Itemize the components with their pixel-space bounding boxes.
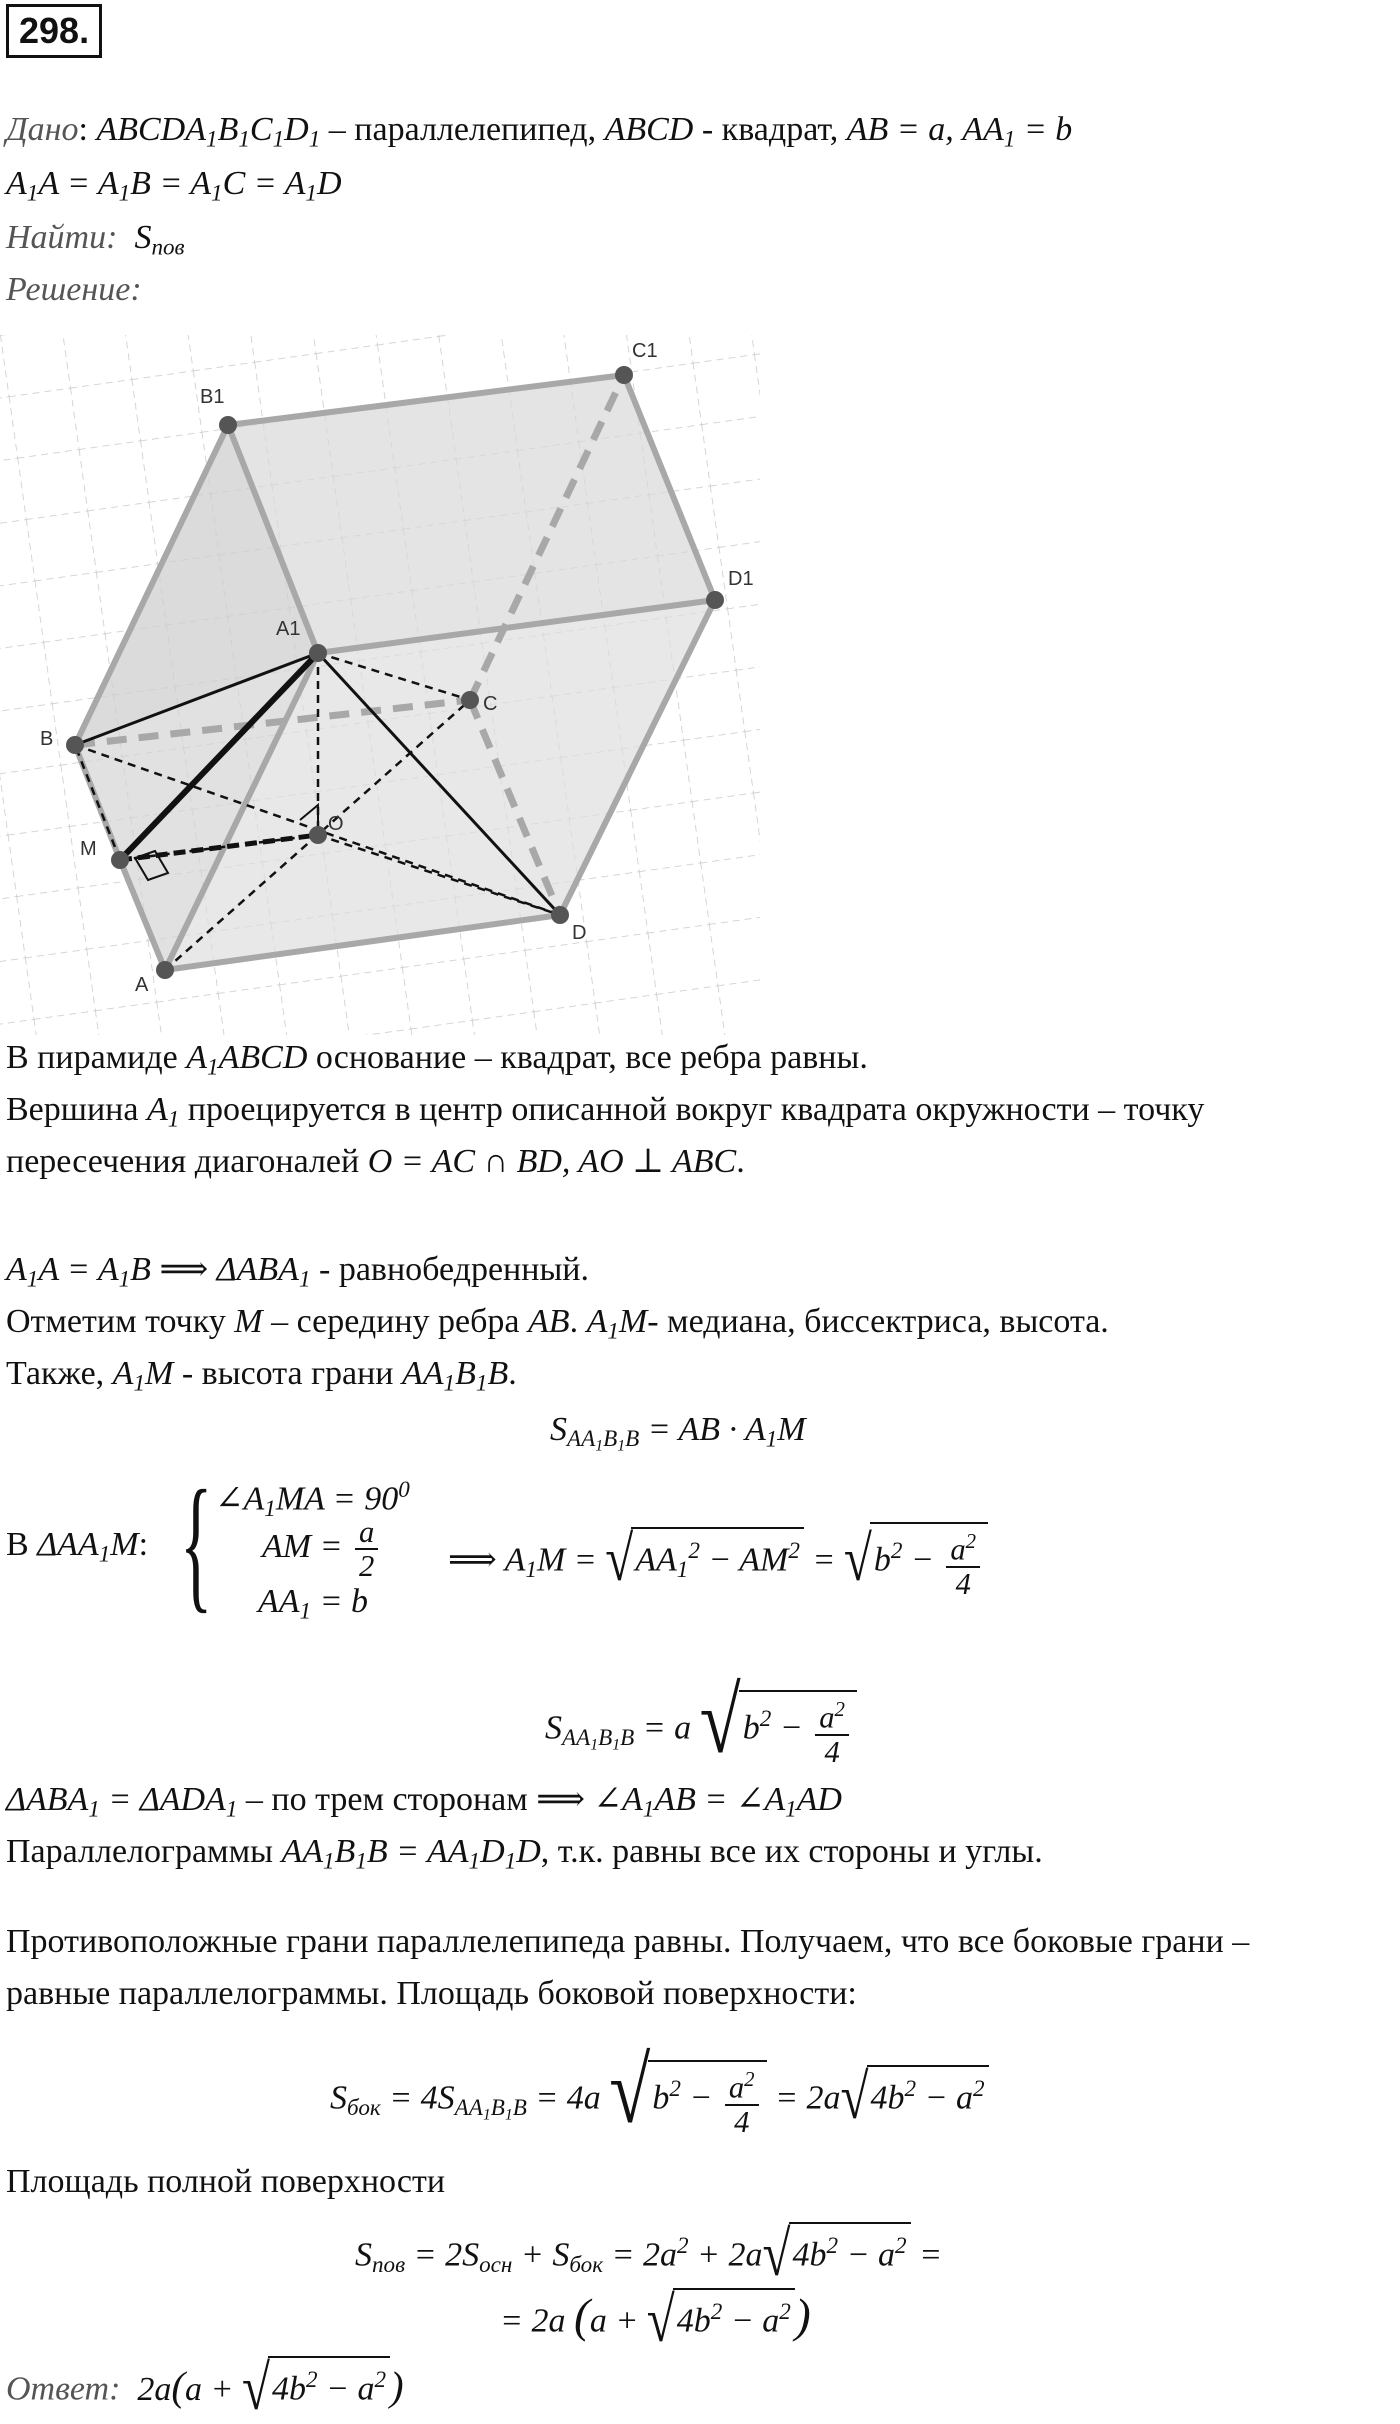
- label-m: M: [80, 838, 97, 860]
- find-label: Найти:: [6, 219, 118, 256]
- line-triangles-equal: $\Delta ABA_1 = \Delta ADA_1$ – по трем сторонам ⟹ $\angle A_1AB$ = $\angle A_1AD$: [6, 1781, 842, 1823]
- equation-area-face-result: $S_{AA_1B_1B} = a$ $√b^2$ − $\frac{a^2}{4}$: [545, 1690, 857, 1768]
- answer-line: [6, 2353, 404, 2424]
- problem-number: 298.: [6, 4, 102, 58]
- find-line: [6, 218, 185, 267]
- given-edges-equal: $A_1A = A_1B = A_1C = A_1D$: [6, 165, 342, 207]
- solution-label: Решение:: [6, 271, 142, 308]
- label-d: D: [572, 922, 587, 944]
- find-target: $S_{пов}$: [125, 219, 185, 261]
- equation-total-area-2: = 2a $(a + √4b^2 - a^2)$: [500, 2285, 811, 2356]
- system-result: ⟹ $A_1M = √AA_1^2 - AM^2 = √b^2$ − $\frac{a^2}{4}$: [448, 1522, 988, 1600]
- given-figure: $ABCDA_1B_1C_1D_1$: [96, 111, 321, 153]
- label-c1: C1: [632, 340, 658, 362]
- line-projection-2: пересечения диагоналей O = AC ∩ BD, AO ⊥ ABC.: [6, 1143, 745, 1180]
- line-pyramid: В пирамиде $A_1ABCD$ основание – квадрат, все ребра равны.: [6, 1039, 868, 1081]
- given-square: - квадрат,: [701, 111, 839, 148]
- line-opposite-faces-2: равные параллелограммы. Площадь боковой поверхности:: [6, 1975, 857, 2012]
- answer-value: $2a(a + √4b^2 - a^2)$: [128, 2353, 404, 2424]
- system-eq-3: $AA_1 = b$: [258, 1583, 369, 1625]
- system-eq-1: $\angle A_1MA = 90^0$: [215, 1477, 410, 1523]
- given-line-1: Дано: $ABCDA_1B_1C_1D_1$ – параллелепипед, ABCD - квадрат, AB = a, $AA_1 = b$: [6, 111, 1073, 153]
- label-b: B: [40, 728, 54, 750]
- label-o: O: [328, 813, 344, 835]
- label-d1: D1: [728, 568, 754, 590]
- answer-label: Ответ:: [6, 2370, 121, 2408]
- given-base: ABCD: [604, 111, 694, 148]
- given-ab: AB = a,: [846, 111, 954, 148]
- given-aa1: $AA_1 = b$: [962, 111, 1073, 153]
- parallelepiped-diagram: [0, 335, 760, 1035]
- equation-lateral-area: $S_{бок} = 4S_{AA_1B_1B} = 4a$ $√b^2$ − $\frac{a^2}{4}$ = $2a√4b^2 - a^2$: [330, 2060, 989, 2138]
- label-a1: A1: [276, 618, 301, 640]
- system-label: В $\Delta AA_1M$:: [6, 1526, 149, 1568]
- line-parallelograms: Параллелограммы $AA_1B_1B = AA_1D_1D$, т.к. равны все их стороны и углы.: [6, 1833, 1043, 1875]
- line-midpoint: Отметим точку M – середину ребра AB. $A_1M-$ медиана, биссектриса, высота.: [6, 1303, 1109, 1345]
- label-b1: B1: [200, 386, 225, 408]
- line-opposite-faces-1: Противоположные грани параллелепипеда равны. Получаем, что все боковые грани –: [6, 1923, 1250, 1960]
- system-brace: {: [180, 1460, 213, 1626]
- label-a: A: [135, 974, 149, 996]
- label-c: C: [483, 693, 498, 715]
- given-parallelepiped: – параллелепипед,: [328, 111, 597, 148]
- line-total-area: Площадь полной поверхности: [6, 2163, 446, 2200]
- system-eq-2: AM = $\frac{a}{2}$: [262, 1516, 382, 1582]
- line-isosceles: $A_1A = A_1B$ ⟹ $\Delta ABA_1$ - равнобедренный.: [6, 1251, 589, 1293]
- equation-total-area-1: $S_{пов} = 2S_{осн} + S_{бок} = 2a^2 + 2a√4b^2 - a^2$ =: [355, 2219, 943, 2290]
- given-label: Дано: [6, 111, 79, 148]
- line-projection-1: Вершина $A_1$ проецируется в центр описанной вокруг квадрата окружности – точку: [6, 1091, 1205, 1133]
- equation-area-face: $S_{AA_1B_1B}$ = AB · $A_1M$: [550, 1411, 806, 1455]
- line-height: Также, $A_1M$ - высота грани $AA_1B_1B$.: [6, 1355, 517, 1397]
